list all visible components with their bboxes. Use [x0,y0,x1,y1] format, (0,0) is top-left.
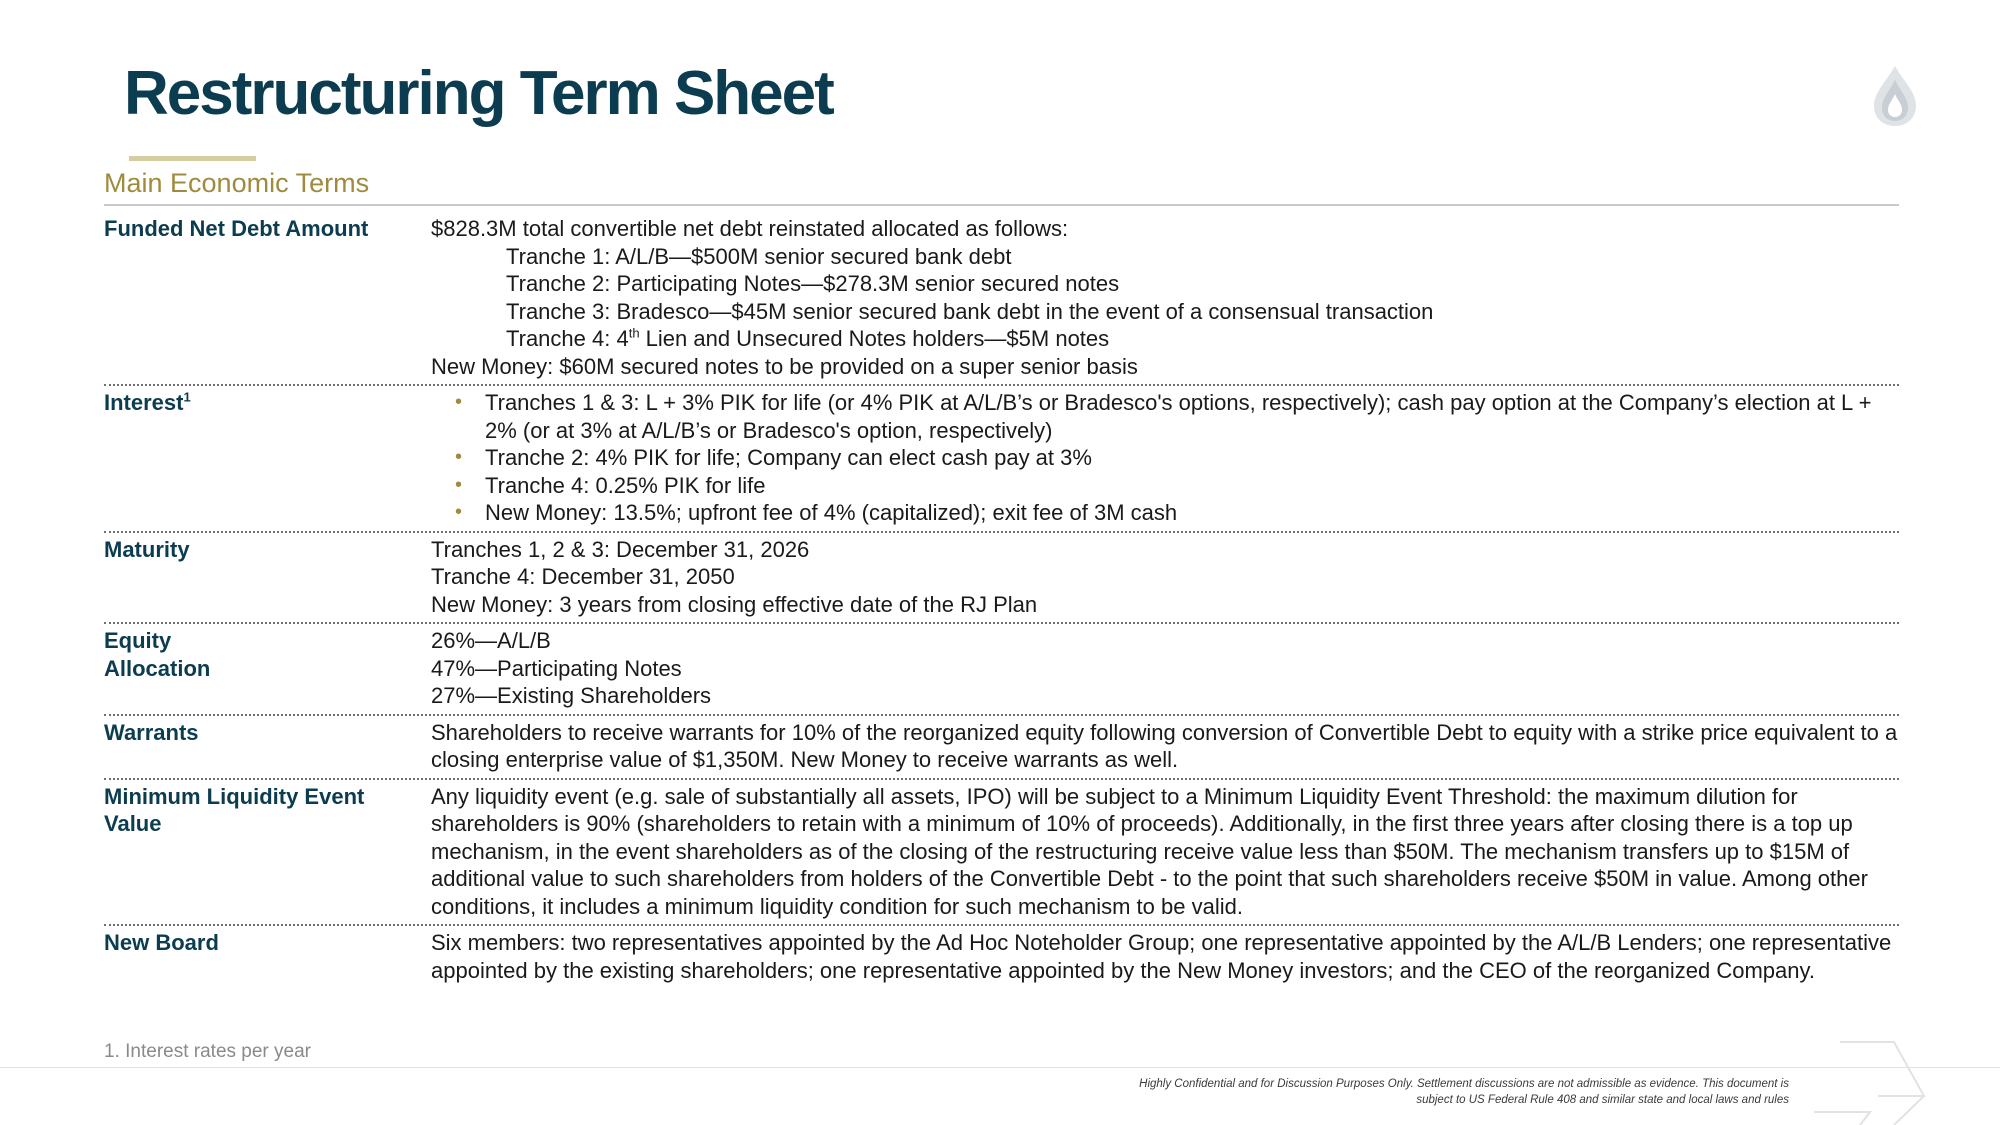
funded-intro: $828.3M total convertible net debt reinstated allocated as follows: [431,216,1069,241]
term-label [104,627,431,710]
maturity-line: Tranche 4: December 31, 2050 [431,564,735,589]
term-value [431,719,1899,774]
equity-label-line-1: Equity [104,628,172,653]
term-value [431,215,1899,380]
term-label: Warrants [104,719,199,745]
section-title: Main Economic Terms [104,168,370,198]
term-value [431,536,1899,619]
footnote-marker: 1 [183,389,191,405]
tranche-4-superscript: th [628,325,640,341]
interest-list [431,389,1899,527]
term-label: Funded Net Debt Amount [104,216,369,241]
term-value [431,783,1899,921]
list-item: • Tranches 1 & 3: L + 3% PIK for life (or 4% PIK at A/L/B’s or Bradesco's options, respectively); cash pay option at the Company’s election at L + 2% (or at 3% at A/L/B’s or Bradesco's option, respectively) [455,389,1899,444]
list-item: • New Money: 13.5%; upfront fee of 4% (capitalized); exit fee of 3M cash [455,499,1899,527]
equity-line: 26%—A/L/B [431,628,551,653]
title-accent-bar [129,156,256,161]
footnote: 1. Interest rates per year [104,1041,311,1062]
term-row-interest [104,386,1899,533]
term-row-maturity [104,533,1899,625]
term-row-equity-allocation [104,624,1899,716]
maturity-line: Tranches 1, 2 & 3: December 31, 2026 [431,536,810,562]
tranche-4 [431,325,1899,353]
tranche-4-text-b: Lien and Unsecured Notes holders—$5M notes [639,326,1110,351]
section-divider [104,204,1899,206]
equity-line: 47%—Participating Notes [431,655,682,681]
term-value [431,627,1899,710]
interest-label-text: Interest [104,390,184,415]
confidentiality-disclaimer [829,1076,1789,1108]
terms-table [104,212,1899,988]
term-row-warrants [104,716,1899,780]
term-label [104,389,431,527]
term-label: Maturity [104,536,190,562]
tranche-2: Tranche 2: Participating Notes—$278.3M senior secured notes [506,271,1120,296]
maturity-line: New Money: 3 years from closing effective date of the RJ Plan [431,591,1038,617]
equity-line: 27%—Existing Shareholders [431,683,712,708]
equity-label-line-2: Allocation [104,655,211,681]
disclaimer-line-1: Highly Confidential and for Discussion Purposes Only. Settlement discussions are not admissible as evidence. This document is [1139,1078,1789,1090]
term-label [104,783,431,921]
min-liquidity-label-line-1: Minimum Liquidity Event [104,783,365,809]
list-item: • Tranche 4: 0.25% PIK for life [455,472,1899,500]
term-label: New Board [104,930,219,955]
tranche-3: Tranche 3: Bradesco—$45M senior secured bank debt in the event of a consensual transaction [506,298,1434,324]
footer-divider [0,1067,2000,1068]
term-value [431,929,1899,984]
disclaimer-line-2: subject to US Federal Rule 408 and similar state and local laws and rules [1416,1094,1789,1106]
list-item: • Tranche 2: 4% PIK for life; Company can elect cash pay at 3% [455,444,1899,472]
tranche-1: Tranche 1: A/L/B—$500M senior secured bank debt [506,243,1012,269]
min-liquidity-label-line-2: Value [104,811,162,836]
term-row-minimum-liquidity [104,780,1899,927]
page-title: Restructuring Term Sheet [124,59,833,128]
new-money: New Money: $60M secured notes to be provided on a super senior basis [431,353,1138,379]
term-value [431,389,1899,527]
board-text: Six members: two representatives appointed by the Ad Hoc Noteholder Group; one representative appointed by the A/L/B Lenders; one representative appointed by the existing shareholders; one representative appointed by the New Money investors; and the CEO of the reorganized Company. [431,930,1892,983]
tranche-4-text-a: Tranche 4: 4 [506,326,629,351]
term-row-new-board [104,926,1899,988]
corner-decoration [1810,1040,2000,1125]
min-liquidity-text: Any liquidity event (e.g. sale of substantially all assets, IPO) will be subject to a Minimum Liquidity Event Threshold: the maximum dilution for shareholders is 90% (shareholders to retain with a minimum of 10% of proceeds). Additionally, in the first three years after closing there is a top up mechanism, in the event shareholders as of the closing of the restructuring receive value less than $50M. The mechanism transfers up to $15M of additional value to such shareholders from holders of the Convertible Debt - to the point that such shareholders receive $50M in value. Among other conditions, it includes a minimum liquidity condition for such mechanism to be valid. [431,783,1868,919]
warrants-text: Shareholders to receive warrants for 10% of the reorganized equity following conversion of Convertible Debt to equity with a strike price equivalent to a closing enterprise value of $1,350M. New Money to receive warrants as well. [431,719,1898,772]
term-row-funded-net-debt [104,212,1899,386]
flame-drop-icon [1868,64,1922,128]
